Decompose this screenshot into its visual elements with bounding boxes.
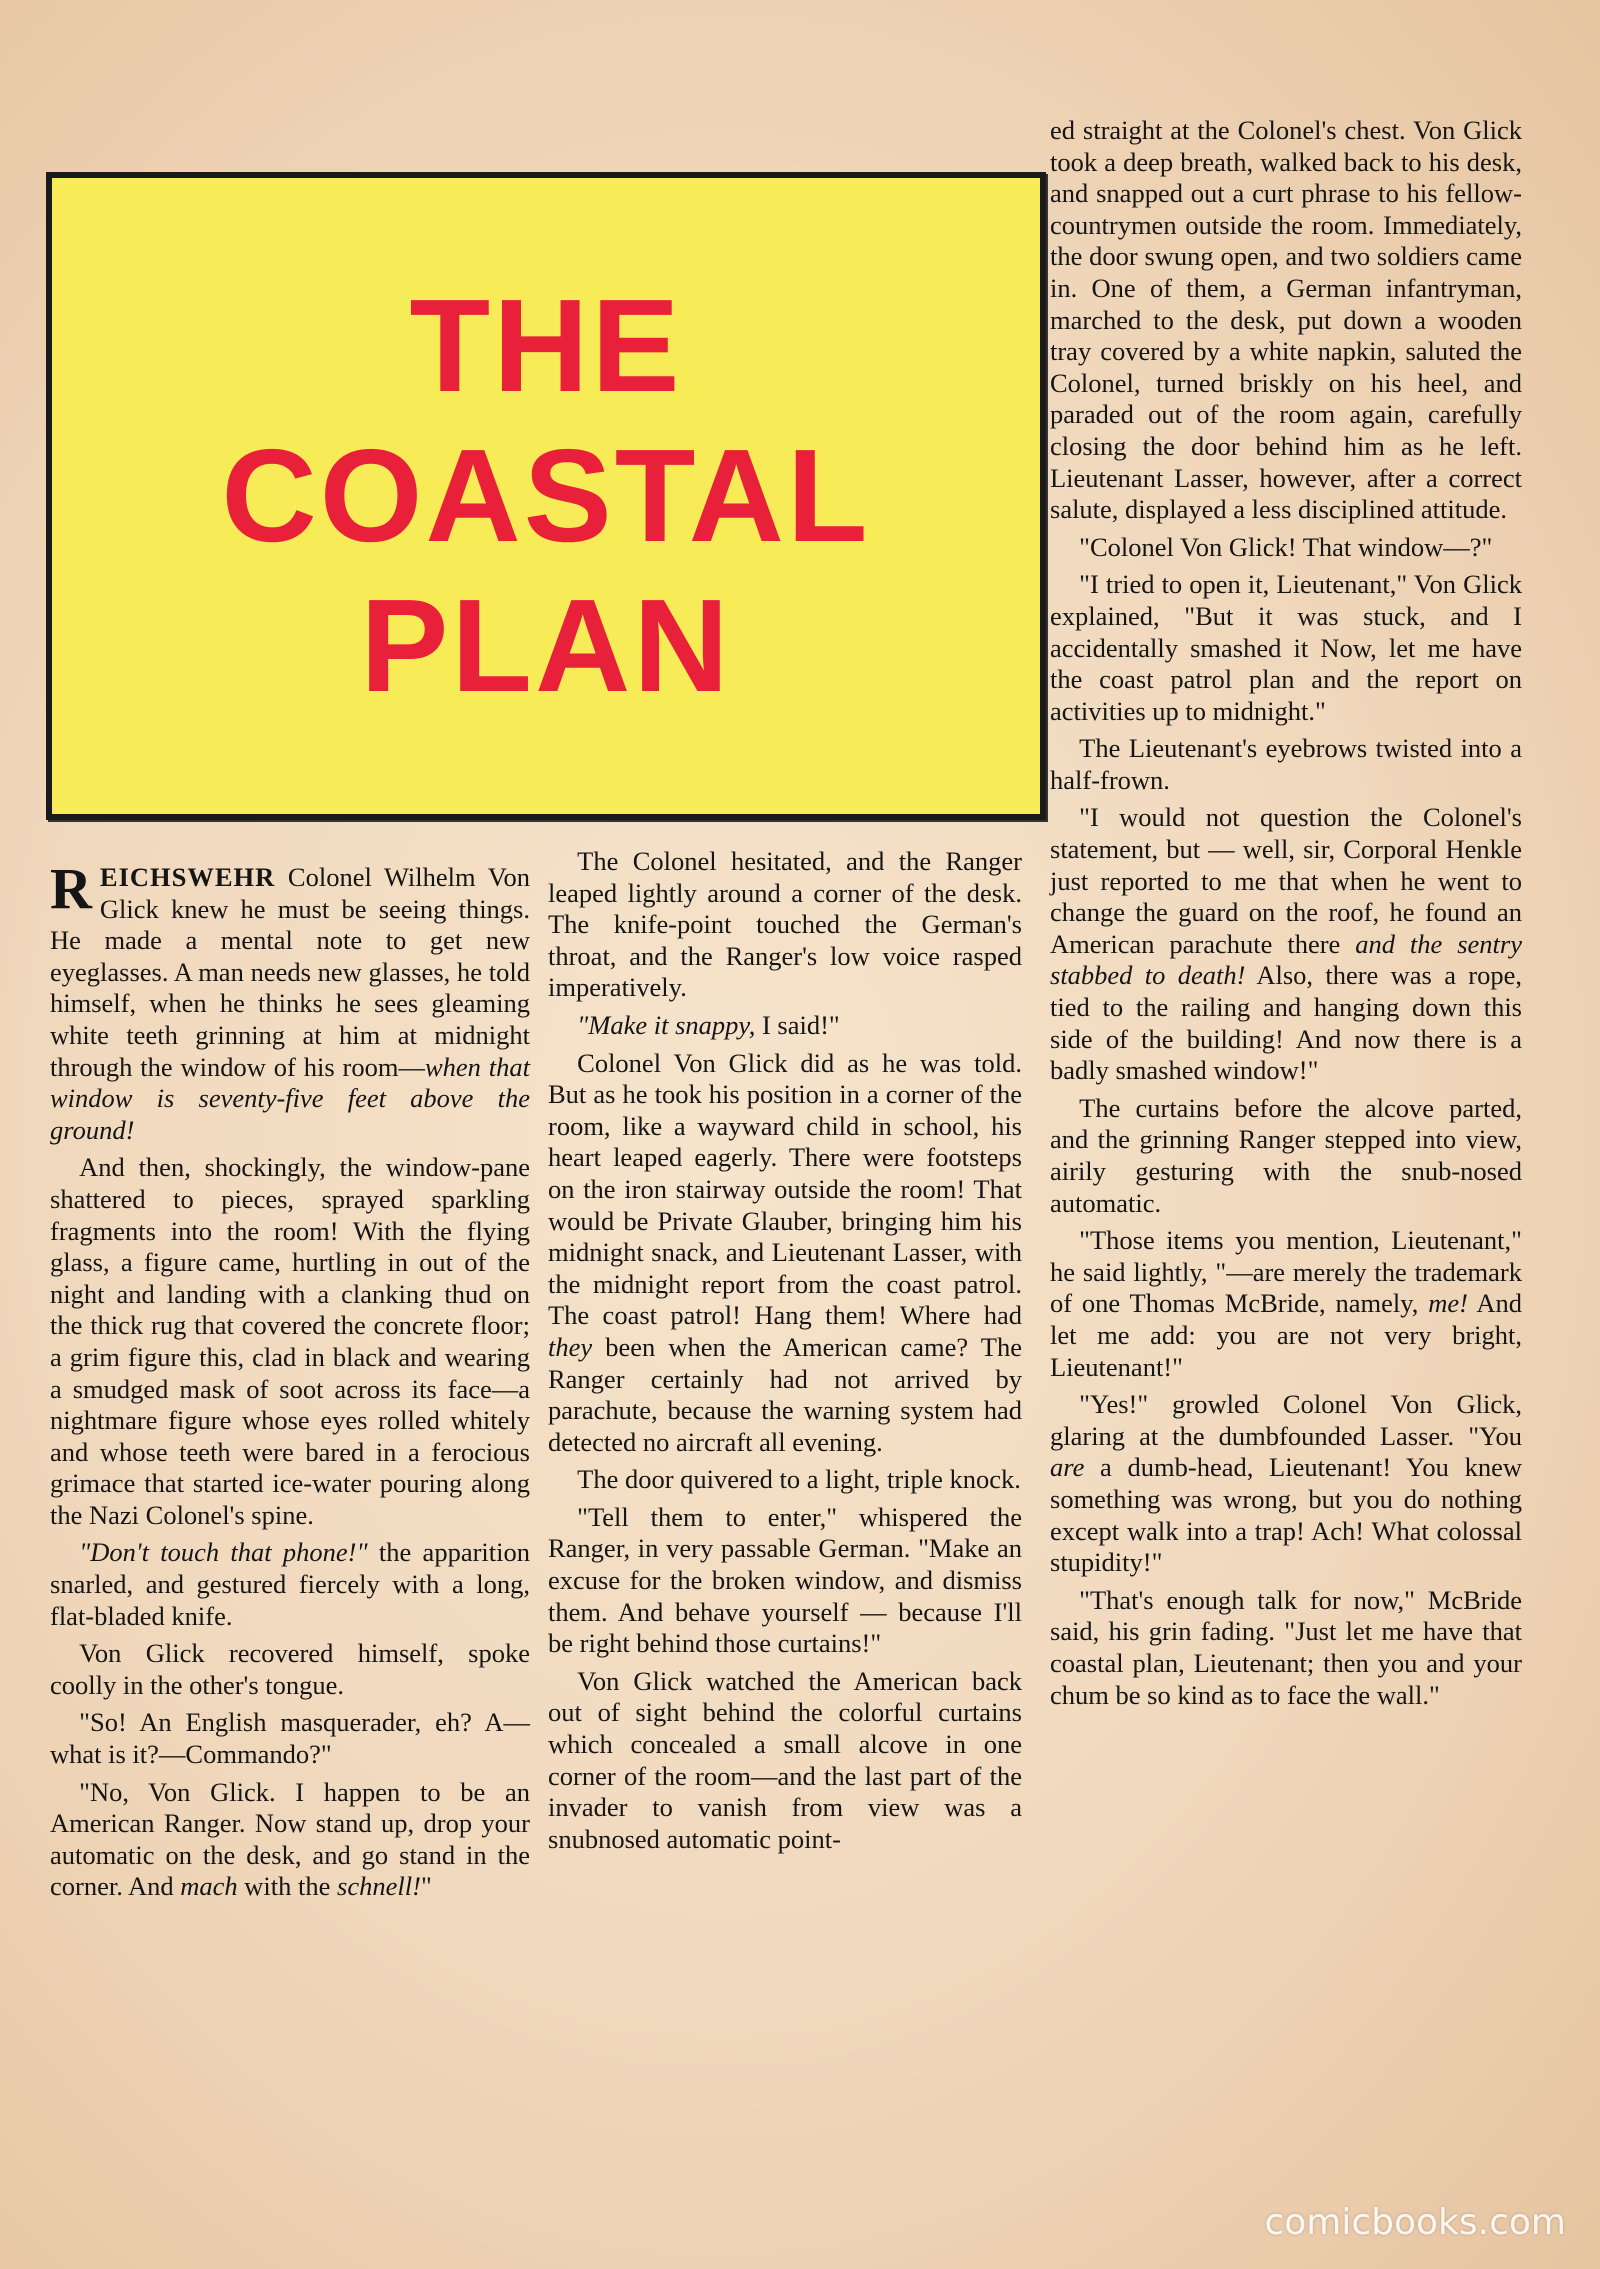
paragraph-emphasis: "Don't touch that phone!" xyxy=(79,1537,368,1568)
lead-word: EICHSWEHR xyxy=(99,862,276,892)
paragraph-text: "No, Von Glick. I happen to be an American Ranger. Now stand up, drop your automatic on the desk, and go stand in the corner. And xyxy=(50,1776,530,1902)
text-column-2 xyxy=(548,846,1022,1861)
paragraph: Von Glick recovered himself, spoke coolly in the other's tongue. xyxy=(50,1638,530,1700)
paragraph: "That's enough talk for now," McBride said, his grin fading. "Just let me have that coastal plan, Lieutenant; then you and your chum be so kind as to face the wall." xyxy=(1050,1584,1522,1710)
paragraph-emphasis: schnell! xyxy=(337,1871,421,1902)
paragraph xyxy=(1050,1389,1522,1579)
paragraph: ed straight at the Colonel's chest. Von Glick took a deep breath, walked back to his desk, and snapped out a curt phrase to his fellow-countrymen outside the room. Immediately, the door swung open, and two soldiers came in. One of them, a German infantryman, marched to the desk, put down a wooden tray covered by a white napkin, saluted the Colonel, turned briskly on his heel, and paraded out of the room again, carefully closing the door behind him as he left. Lieutenant Lasser, however, after a correct salute, displayed a less disciplined attitude. xyxy=(1050,115,1522,525)
paragraph-emphasis: "Make it snappy, xyxy=(577,1009,756,1040)
paragraph-text: been when the American came? The Ranger certainly had not arrived by parachute, because the warning system had detected no aircraft all evening. xyxy=(548,1331,1022,1457)
paragraph xyxy=(50,1537,530,1632)
paragraph: The curtains before the alcove parted, and the grinning Ranger stepped into view, airily gesturing with the snub-nosed automatic. xyxy=(1050,1092,1522,1218)
paragraph: The Colonel hesitated, and the Ranger leaped lightly around a corner of the desk. The knife-point touched the German's throat, and the Ranger's low voice rasped imperatively. xyxy=(548,846,1022,1003)
paragraph-text: with the xyxy=(237,1871,338,1902)
paragraph-emphasis: and the sentry stabbed to death! xyxy=(1050,928,1522,991)
text-column-1 xyxy=(50,856,530,1909)
paragraph-text: Colonel Von Glick did as he was told. But as he took his position in a corner of the room, like a wayward child in school, his heart leaped eagerly. There were footsteps on the iron stairway outside the room! That would be Private Glauber, bringing him his midnight snack, and Lieutenant Lasser, with the midnight report from the coast patrol. The coast patrol! Hang them! Where had xyxy=(548,1047,1022,1331)
paragraph xyxy=(50,1777,530,1903)
title-line-1: THE xyxy=(409,272,683,419)
paragraph xyxy=(1050,1225,1522,1383)
paragraph-text: And let me add: you are not very bright, Lieutenant!" xyxy=(1050,1288,1522,1382)
paragraph-text: "Yes!" growled Colonel Von Glick, glaring at the dumbfounded Lasser. "You xyxy=(1050,1389,1522,1451)
paragraph-emphasis: mach xyxy=(180,1871,238,1902)
drop-cap: R xyxy=(50,856,92,921)
paragraph-emphasis: me! xyxy=(1428,1288,1468,1319)
title-panel xyxy=(46,172,1046,820)
paragraph-text: " xyxy=(420,1871,432,1902)
paragraph-text: I said!" xyxy=(755,1009,840,1040)
paragraph: The door quivered to a light, triple knock. xyxy=(577,1464,1021,1495)
paragraph-text: Also, there was a rope, tied to the railing and hanging down this side of the building! And now there is a badly smashed window!" xyxy=(1050,960,1523,1086)
paragraph: "So! An English masquerader, eh? A—what is it?—Commando?" xyxy=(50,1707,530,1770)
title-line-3: PLAN xyxy=(360,572,732,719)
paragraph xyxy=(548,1048,1022,1459)
paragraph-emphasis: they xyxy=(548,1331,593,1362)
paragraph-emphasis: when that window is seventy-five feet above the ground! xyxy=(50,1051,530,1145)
paragraph: "I tried to open it, Lieutenant," Von Glick explained, "But it was stuck, and I accidentally smashed it Now, let me have the coast patrol plan and the report on activities up to midnight." xyxy=(1050,569,1522,726)
paragraph-text: a dumb-head, Lieutenant! You knew something was wrong, but you do nothing except walk into a trap! Ach! What colossal stupidity!" xyxy=(1050,1452,1522,1578)
paragraph xyxy=(1050,802,1522,1086)
paragraph: And then, shockingly, the window-pane shattered to pieces, sprayed sparkling fragments into the room! With the flying glass, a figure came, hurtling in out of the night and landing with a clanking thud on the thick rug that covered the concrete floor; a grim figure this, clad in black and wearing a smudged mask of soot across its face—a nightmare figure whose eyes rolled whitely and whose teeth were bared in a ferocious grimace that started ice-water pouring along the Nazi Colonel's spine. xyxy=(50,1152,530,1530)
paragraph-emphasis: are xyxy=(1050,1452,1085,1483)
paragraph: "Colonel Von Glick! That window—?" xyxy=(1079,531,1493,562)
paragraph: The Lieutenant's eyebrows twisted into a half-frown. xyxy=(1050,733,1522,795)
watermark: comicbooks.com xyxy=(1264,2202,1566,2243)
story-title xyxy=(52,178,1040,814)
paragraph-text: "Those items you mention, Lieutenant," he said lightly, "—are merely the trademark of one Thomas McBride, namely, xyxy=(1050,1225,1522,1319)
paragraph: "Tell them to enter," whispered the Ranger, in very passable German. "Make an excuse for the broken window, and dismiss them. And behave yourself — because I'll be right behind those curtains!" xyxy=(548,1501,1022,1659)
paragraph: Von Glick watched the American back out of sight behind the colorful curtains which concealed a small alcove in one corner of the room—and the last part of the invader to vanish from view was a snubnosed automatic point- xyxy=(548,1665,1022,1854)
paragraph-text: Colonel Wilhelm Von Glick knew he must be seeing things. He made a mental note to get new eyeglasses. A man needs new glasses, he told himself, when he thinks he sees gleaming white teeth grinning at him at midnight through the window of his room— xyxy=(50,862,530,1082)
title-line-2: COASTAL xyxy=(221,422,871,569)
paragraph-text: "I would not question the Colonel's statement, but — well, sir, Corporal Henkle just reported to me that when he went to change the guard on the roof, he found an American parachute there xyxy=(1050,802,1522,959)
paragraph-text: the apparition snarled, and gestured fiercely with a long, flat-bladed knife. xyxy=(50,1537,530,1631)
text-column-3 xyxy=(1050,115,1522,1717)
paragraph xyxy=(50,856,530,1146)
paragraph xyxy=(548,1010,1022,1042)
